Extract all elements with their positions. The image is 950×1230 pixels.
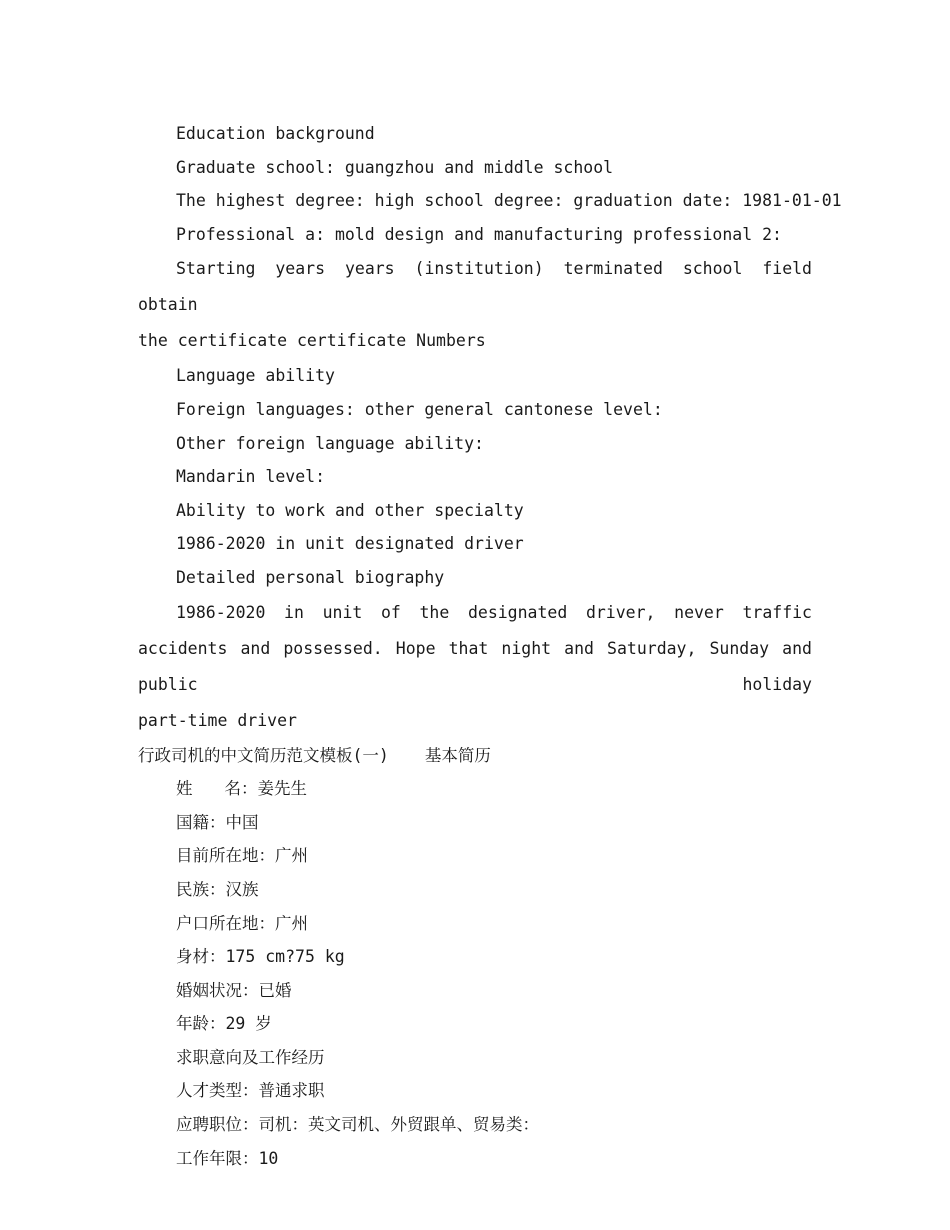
job-section-heading: 求职意向及工作经历: [176, 1047, 325, 1067]
other-foreign-line: Other foreign language ability:: [176, 433, 484, 453]
work-ability-heading: Ability to work and other specialty: [176, 500, 524, 520]
position-line: 应聘职位：司机：英文司机、外贸跟单、贸易类：: [176, 1115, 539, 1135]
biography-paragraph: [138, 595, 812, 739]
professional-line: Professional a: mold design and manufacturing professional 2:: [176, 224, 782, 244]
biography-heading: Detailed personal biography: [176, 567, 445, 587]
years-line: 工作年限：10: [176, 1148, 279, 1168]
ethnicity-line: 民族：汉族: [176, 879, 259, 899]
document-body: [138, 117, 842, 1175]
nationality-line: 国籍：中国: [176, 812, 259, 832]
name-label-first: 姓: [176, 779, 193, 799]
education-table-header: [138, 251, 812, 359]
name-label-rest: 名：姜先生: [224, 779, 307, 799]
cn-resume-title: 行政司机的中文简历范文模板(一): [138, 745, 389, 765]
cn-resume-section: 基本简历: [424, 745, 491, 765]
mandarin-line: Mandarin level:: [176, 467, 326, 487]
language-heading: Language ability: [176, 366, 335, 386]
table-header-line1: Starting years years (institution) terminated school field obtain: [138, 259, 812, 315]
education-heading: Education background: [176, 124, 375, 143]
marital-line: 婚姻状况：已婚: [176, 980, 292, 1000]
age-line: 年龄：29 岁: [176, 1014, 272, 1034]
table-header-line2: the certificate certificate Numbers: [138, 331, 486, 351]
current-location-line: 目前所在地：广州: [176, 846, 308, 866]
highest-degree-line: The highest degree: high school degree: graduation date: 1981-01-01: [176, 191, 842, 211]
foreign-languages-line: Foreign languages: other general cantonese level:: [176, 399, 663, 419]
biography-line1: 1986-2020 in unit of the designated driver, never traffic accidents: [138, 602, 812, 658]
graduate-school-line: Graduate school: guangzhou and middle school: [176, 157, 614, 177]
name-line: [138, 772, 812, 806]
biography-line3: part-time driver: [138, 710, 297, 730]
talent-type-line: 人才类型：普通求职: [176, 1081, 325, 1101]
build-line: 身材：175 cm?75 kg: [176, 947, 345, 967]
hukou-line: 户口所在地：广州: [176, 913, 308, 933]
work-ability-item: 1986-2020 in unit designated driver: [176, 534, 524, 554]
cn-resume-title-line: [138, 739, 812, 773]
biography-line2: and possessed. Hope that night and Saturday, Sunday and public holiday: [138, 638, 812, 694]
